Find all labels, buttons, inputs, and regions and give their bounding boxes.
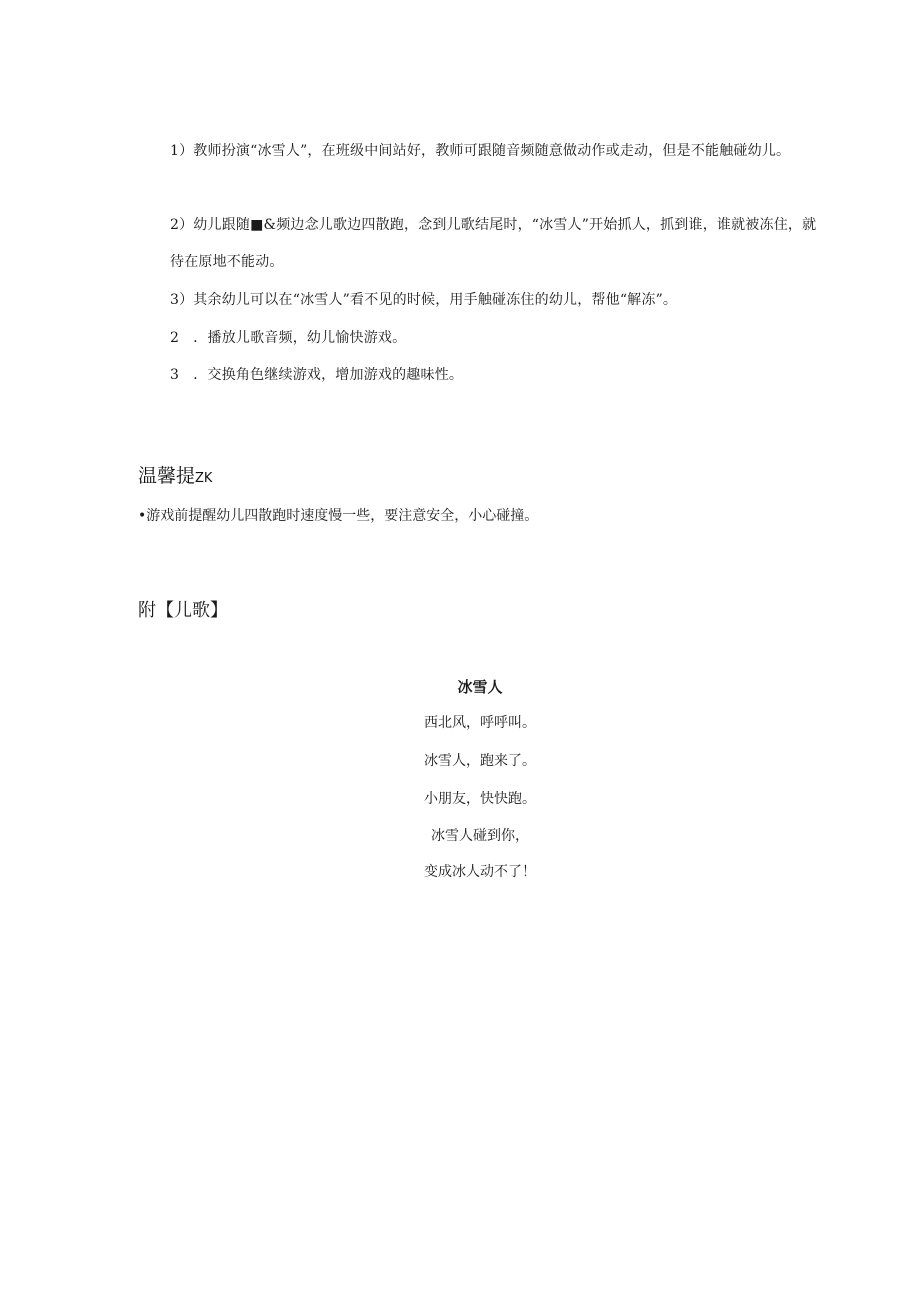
poem-line: 冰雪人碰到你， [431,828,529,844]
appendix-heading: 附【儿歌】 [138,600,228,621]
tips-heading-main: 温馨提 [138,465,196,487]
poem-line: 小朋友，快快跑。 [424,791,536,807]
tips-heading [138,464,212,491]
item-3-paragraph: 3 ．交换角色继续游戏，增加游戏的趣味性。 [170,367,464,383]
poem-line: 变成冰人动不了！ [424,864,536,880]
poem-line: 冰雪人，跑来了。 [424,753,536,769]
poem-title: 冰雪人 [457,678,503,696]
tips-bullet: •游戏前提醒幼儿四散跑时速度慢一些，要注意安全，小心碰撞。 [138,508,539,524]
step-3-paragraph: 3）其余幼儿可以在“冰雪人”看不见的时候，用手触碰冻住的幼儿，帮他“解冻”。 [170,292,678,308]
step-2-paragraph: 2）幼儿跟随■&频边念儿歌边四散跑，念到儿歌结尾时，“冰雪人”开始抓人，抓到谁，谁就被冻住，就待在原地不能动。 [170,217,817,270]
step-1-paragraph: 1）教师扮演“冰雪人”，在班级中间站好，教师可跟随音频随意做动作或走动，但是不能触碰幼儿。 [170,143,791,159]
tips-heading-suffix: ZK [195,471,213,486]
poem-line: 西北风，呼呼叫。 [424,715,536,731]
item-2-paragraph: 2 ．播放儿歌音频，幼儿愉快游戏。 [170,330,407,346]
